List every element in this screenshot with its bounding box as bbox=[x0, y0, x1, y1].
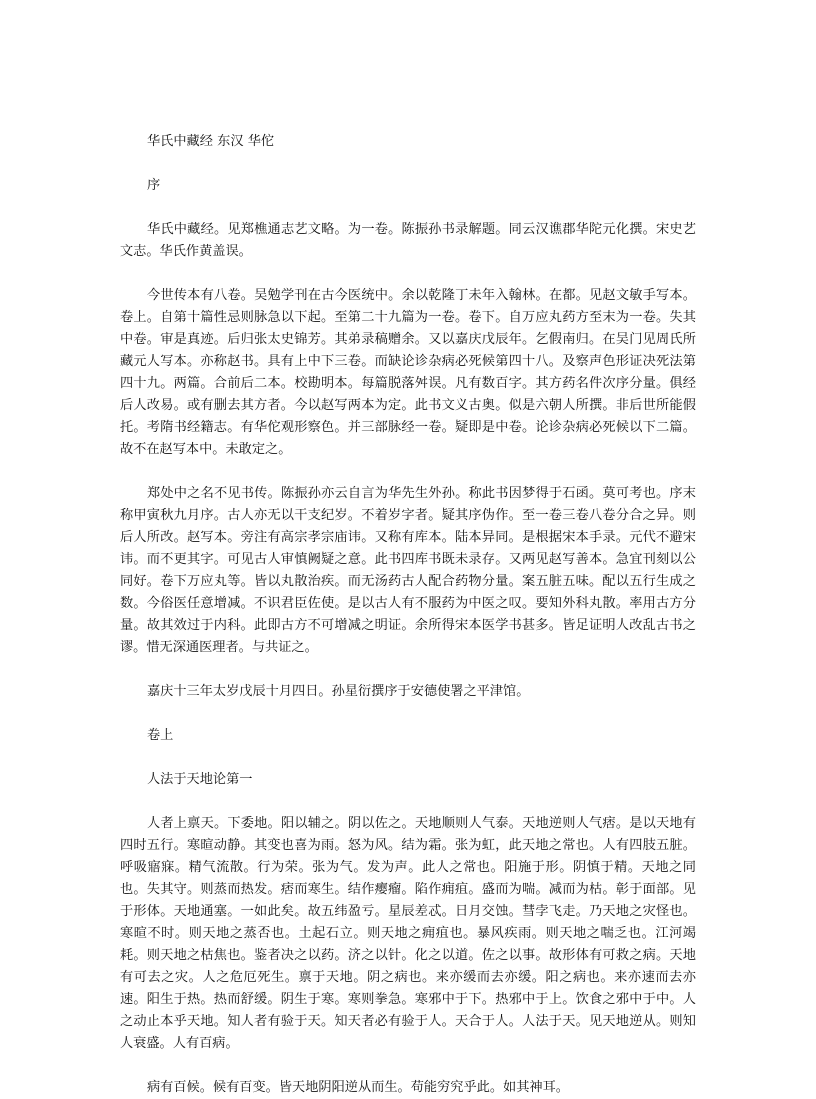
chapter-heading: 人法于天地论第一 bbox=[147, 772, 253, 787]
preface-paragraph-1: 华氏中藏经。见郑樵通志艺文略。为一卷。陈振孙书录解题。同云汉谯郡华陀元化撰。宋史艺文志。华氏作黄盖误。 bbox=[120, 222, 696, 259]
volume-heading: 卷上 bbox=[147, 728, 174, 743]
book-title-line: 华氏中藏经 东汉 华佗 bbox=[147, 134, 275, 149]
document-page bbox=[120, 131, 696, 1099]
preface-paragraph-3: 郑处中之名不见书传。陈振孙亦云自言为华先生外孙。称此书因梦得于石函。莫可考也。序末称甲寅秋九月序。古人亦无以干支纪岁。不着岁字者。疑其序伪作。至一卷三卷八卷分合之异。则后人所改。赵写本。旁注有高宗孝宗庙讳。又称有库本。陆本异同。是根据宋本手录。元代不避宋讳。而不更其字。可见古人审慎阙疑之意。此书四库书既未录存。又两见赵写善本。急宜刊刻以公同好。卷下万应丸等。皆以丸散治疾。而无汤药古人配合药物分量。案五脏五味。配以五行生成之数。今俗医任意增减。不识君臣佐使。是以古人有不服药为中医之叹。要知外科丸散。率用古方分量。故其效过于内科。此即古方不可增减之明证。余所得宋本医学书甚多。皆足证明人改乱古书之谬。惜无深通医理者。与共证之。 bbox=[120, 486, 696, 655]
preface-signature: 嘉庆十三年太岁戊辰十月四日。孙星衍撰序于安德使署之平津馆。 bbox=[147, 684, 530, 699]
preface-heading: 序 bbox=[147, 178, 161, 193]
preface-paragraph-2: 今世传本有八卷。吴勉学刊在古今医统中。余以乾隆丁未年入翰林。在都。见赵文敏手写本。卷上。自第十篇性忌则脉急以下起。至第二十九篇为一卷。卷下。自万应丸药方至末为一卷。失其中卷。审是真迹。后归张太史锦芳。其弟录稿赠余。又以嘉庆戊辰年。乞假南归。在吴门见周氏所藏元人写本。亦称赵书。具有上中下三卷。而缺论诊杂病必死候第四十八。及察声色形证决死法第四十九。两篇。合前后二本。校勘明本。每篇脱落舛误。凡有数百字。其方药名件次序分量。俱经后人改易。或有删去其方者。今以赵写两本为定。此书文义古奥。似是六朝人所撰。非后世所能假托。考隋书经籍志。有华佗观形察色。并三部脉经一卷。疑即是中卷。论诊杂病必死候以下二篇。故不在赵写本中。未敢定之。 bbox=[120, 288, 696, 457]
chapter-paragraph-1: 人者上禀天。下委地。阳以辅之。阴以佐之。天地顺则人气泰。天地逆则人气痞。是以天地有四时五行。寒暄动静。其变也喜为雨。怒为风。结为霜。张为虹，此天地之常也。人有四肢五脏。呼吸寤寐。精气流散。行为荣。张为气。发为声。此人之常也。阳施于形。阴慎于精。天地之同也。失其守。则蒸而热发。痞而寒生。结作瘿瘤。陷作痈疽。盛而为喘。减而为枯。彰于面部。见于形体。天地通塞。一如此矣。故五纬盈亏。星辰差忒。日月交蚀。彗孛飞走。乃天地之灾怪也。寒暄不时。则天地之蒸否也。土起石立。则天地之痈疽也。暴风疾雨。则天地之喘乏也。江河竭耗。则天地之枯焦也。鉴者决之以药。济之以针。化之以道。佐之以事。故形体有可救之病。天地有可去之灾。人之危厄死生。禀于天地。阴之病也。来亦缓而去亦缓。阳之病也。来亦速而去亦速。阳生于热。热而舒缓。阴生于寒。寒则拳急。寒邪中于下。热邪中于上。饮食之邪中于中。人之动止本乎天地。知人者有验于天。知天者必有验于人。天合于人。人法于天。见天地逆从。则知人衰盛。人有百病。 bbox=[120, 816, 696, 1051]
chapter-paragraph-2: 病有百候。候有百变。皆天地阴阳逆从而生。苟能穷究乎此。如其神耳。 bbox=[147, 1080, 569, 1095]
